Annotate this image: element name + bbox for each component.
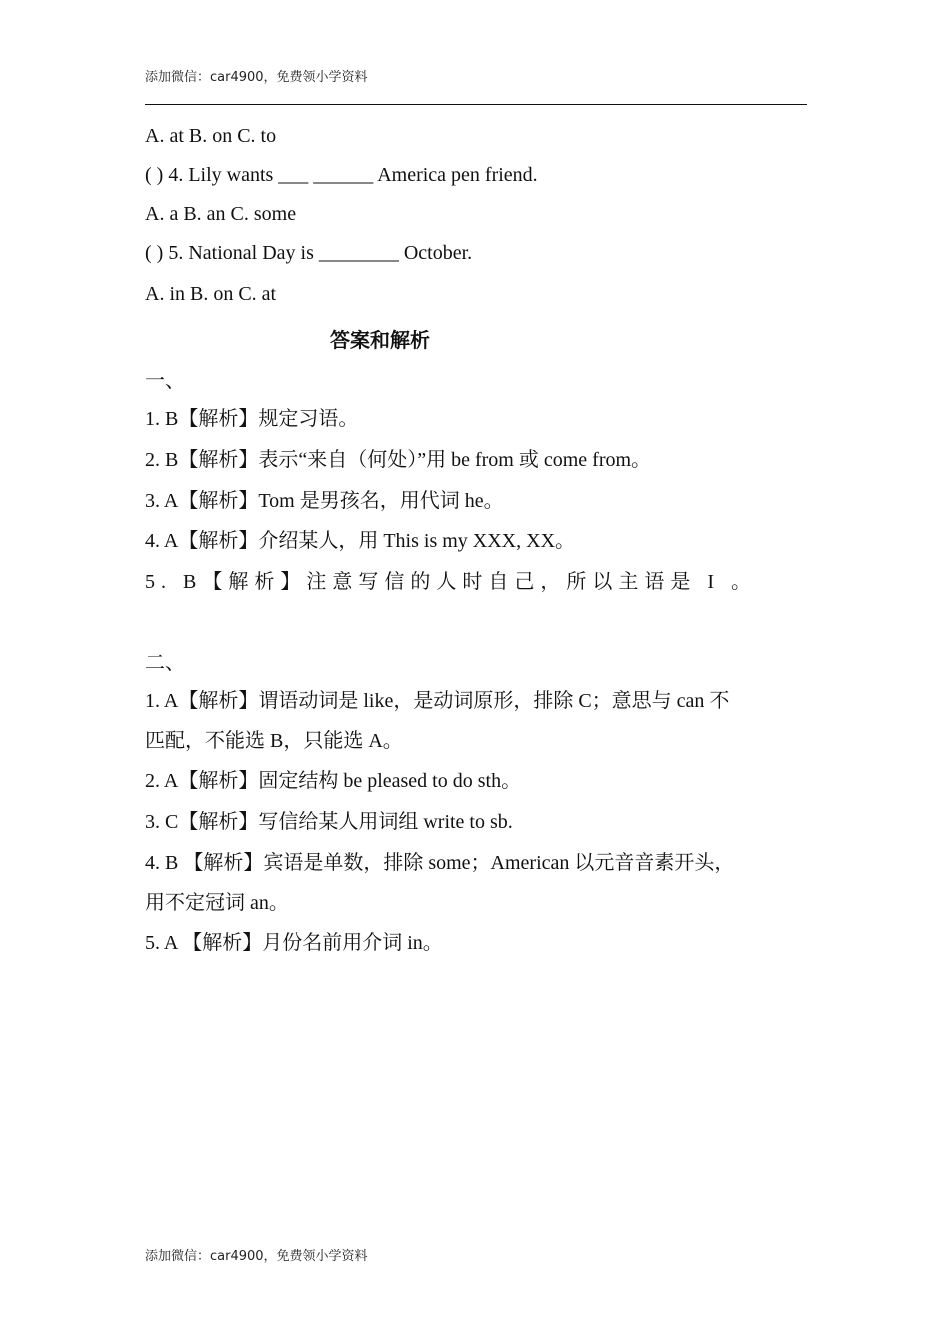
page-header-text: 添加微信：car4900，免费领小学资料	[145, 70, 368, 85]
section-2-item-2: 2. A【解析】固定结构 be pleased to do sth。	[145, 770, 522, 792]
section-2-item-4: 4. B 【解析】宾语是单数，排除 some；American 以元音音素开头，	[145, 852, 735, 874]
section-2-item-1-cont: 匹配，不能选 B，只能选 A。	[145, 730, 403, 752]
question-5: ( ) 5. National Day is ________ October.	[145, 242, 473, 264]
question-4: ( ) 4. Lily wants ___ ______ America pen friend.	[145, 164, 538, 186]
section-1-item-3: 3. A【解析】Tom 是男孩名，用代词 he。	[145, 490, 504, 512]
section-2-item-4-cont: 用不定冠词 an。	[145, 892, 289, 914]
section-1-item-4: 4. A【解析】介绍某人，用 This is my XXX, XX。	[145, 530, 576, 552]
section-1-item-2: 2. B【解析】表示“来自（何处）”用 be from 或 come from。	[145, 449, 652, 471]
answers-title: 答案和解析	[330, 330, 430, 352]
header-divider	[145, 104, 807, 105]
section-1-item-1: 1. B【解析】规定习语。	[145, 408, 359, 430]
section-1-item-5: 5. B【解析】注意写信的人时自己，所以主语是 I 。	[145, 571, 757, 593]
options-line-5: A. in B. on C. at	[145, 283, 277, 305]
section-1-heading: 一、	[145, 370, 185, 392]
section-2-item-3: 3. C【解析】写信给某人用词组 write to sb.	[145, 811, 513, 833]
page-footer-text: 添加微信：car4900，免费领小学资料	[145, 1249, 368, 1264]
options-line-4: A. a B. an C. some	[145, 203, 297, 225]
section-2-heading: 二、	[145, 652, 185, 674]
options-line-3: A. at B. on C. to	[145, 125, 277, 147]
section-2-item-1: 1. A【解析】谓语动词是 like，是动词原形，排除 C；意思与 can 不	[145, 690, 730, 712]
section-2-item-5: 5. A 【解析】月份名前用介词 in。	[145, 932, 443, 954]
